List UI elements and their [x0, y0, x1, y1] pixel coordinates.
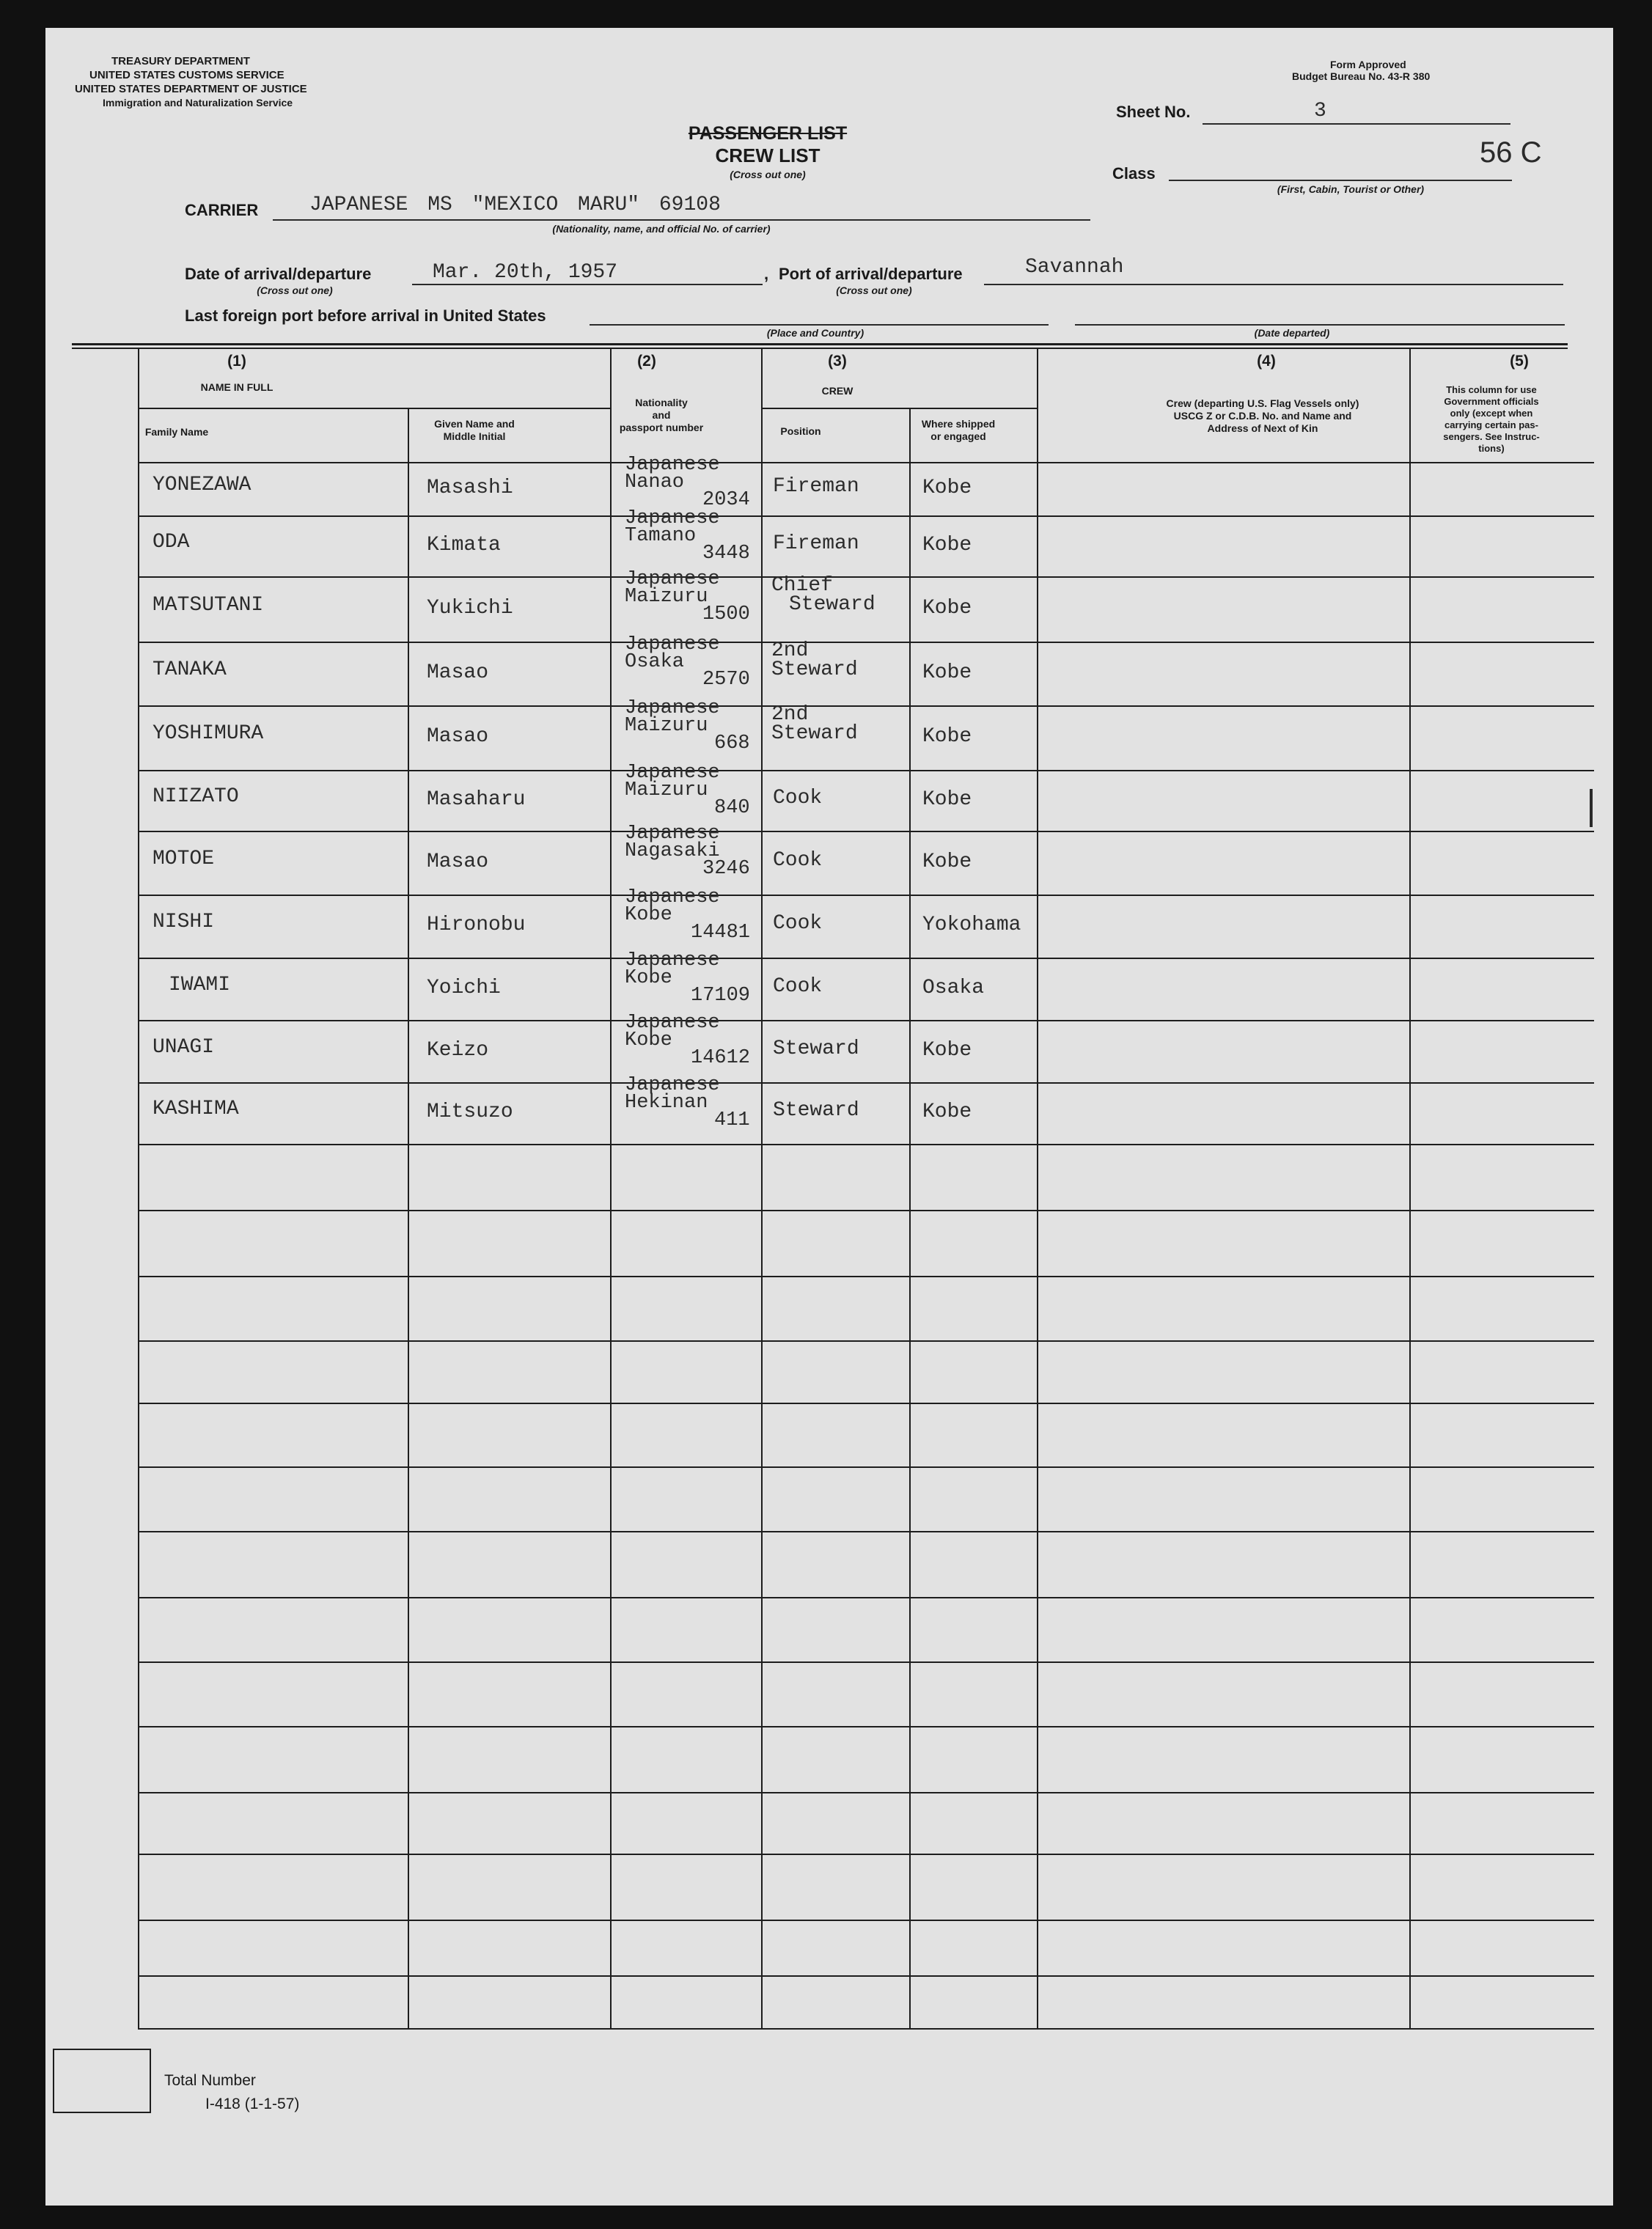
col5-line3: only (except when — [1450, 408, 1533, 419]
crew-given-name: Yukichi — [427, 597, 513, 620]
crew-passport-number: 3246 — [702, 858, 750, 880]
crew-passport-number: 840 — [714, 797, 750, 819]
crew-passport-number: 3448 — [702, 543, 750, 565]
col-where-line2: or engaged — [930, 430, 986, 442]
class-label: Class — [1112, 164, 1156, 183]
row-divider — [138, 2028, 1594, 2030]
crew-home-port: Kobe — [625, 1029, 672, 1051]
row-divider — [138, 1975, 1594, 1977]
col2-line2: and — [652, 409, 671, 421]
form-id: I-418 (1-1-57) — [205, 2096, 300, 2112]
col-position: Position — [780, 425, 821, 437]
crew-family-name: MATSUTANI — [153, 594, 264, 617]
crew-passport-number: 2034 — [702, 489, 750, 511]
col1-number: (1) — [227, 353, 246, 370]
col5-line6: tions) — [1478, 443, 1505, 454]
crew-home-port: Tamano — [625, 525, 697, 547]
row-divider — [138, 1597, 1594, 1598]
row-divider — [138, 1144, 1594, 1145]
crew-home-port: Maizuru — [625, 779, 708, 801]
crew-family-name: NISHI — [153, 911, 215, 933]
row-divider — [138, 1210, 1594, 1211]
crew-passport-number: 14481 — [691, 922, 751, 944]
date-value: Mar. 20th, 1957 — [433, 261, 618, 284]
crew-passport-number: 411 — [714, 1109, 750, 1131]
sheet-value: 3 — [1314, 100, 1326, 122]
row-divider — [138, 1276, 1594, 1277]
col2-line3: passport number — [619, 422, 704, 433]
crew-nationality: Japanese — [625, 762, 720, 784]
date-departed-note: (Date departed) — [1254, 327, 1330, 339]
crew-position: Chief — [771, 574, 834, 597]
port-label: Port of arrival/departure — [779, 265, 963, 283]
crew-position: Cook — [773, 849, 823, 872]
col1-title: NAME IN FULL — [200, 381, 274, 393]
row-divider — [138, 1403, 1594, 1404]
table-row — [45, 950, 1594, 1020]
date-note: (Cross out one) — [257, 284, 333, 296]
crew-position: Cook — [773, 975, 823, 998]
crew-position-line2: Steward — [771, 722, 858, 745]
crew-nationality: Japanese — [625, 507, 720, 529]
crew-nationality: Japanese — [625, 1012, 720, 1034]
date-label: Date of arrival/departure — [185, 265, 372, 283]
crew-nationality: Japanese — [625, 1074, 720, 1096]
port-note: (Cross out one) — [836, 284, 912, 296]
crew-home-port: Osaka — [625, 651, 685, 673]
row-divider — [138, 1531, 1594, 1532]
crew-where-engaged: Kobe — [922, 1101, 972, 1123]
crew-where-engaged: Osaka — [922, 977, 985, 999]
crew-family-name: YONEZAWA — [153, 474, 252, 496]
agency-line-treasury: TREASURY DEPARTMENT — [111, 55, 250, 67]
col3-title: CREW — [821, 385, 853, 397]
crew-given-name: Hironobu — [427, 914, 526, 936]
total-number-box[interactable] — [53, 2049, 151, 2113]
crew-position: 2nd — [771, 639, 809, 662]
crew-home-port: Nanao — [625, 471, 685, 493]
crew-home-port: Kobe — [625, 967, 672, 989]
col-given-name-line2: Middle Initial — [443, 430, 506, 442]
port-value: Savannah — [1025, 256, 1124, 279]
col5-line5: sengers. See Instruc- — [1443, 431, 1540, 442]
crew-family-name: MOTOE — [153, 848, 215, 870]
title-cross-note: (Cross out one) — [730, 169, 806, 180]
table-row — [45, 568, 1594, 642]
budget-bureau-text: Budget Bureau No. 43-R 380 — [1292, 70, 1431, 82]
col-where-engaged — [911, 418, 1006, 443]
crew-position: Steward — [773, 1038, 859, 1060]
crew-where-engaged: Kobe — [922, 477, 972, 499]
carrier-note: (Nationality, name, and official No. of carrier) — [552, 223, 771, 235]
crew-passport-number: 14612 — [691, 1047, 751, 1069]
row-divider — [138, 1854, 1594, 1855]
crew-home-port: Nagasaki — [625, 840, 720, 862]
crew-nationality: Japanese — [625, 454, 720, 476]
crew-home-port: Kobe — [625, 904, 672, 926]
col-given-name — [405, 418, 544, 443]
crew-given-name: Masaharu — [427, 788, 526, 811]
crew-family-name: IWAMI — [169, 974, 231, 996]
table-row — [45, 697, 1594, 770]
crew-position: Steward — [773, 1099, 859, 1122]
crew-given-name: Mitsuzo — [427, 1101, 513, 1123]
crew-passport-number: 17109 — [691, 985, 751, 1007]
passenger-list-struck: PASSENGER LIST — [688, 123, 848, 144]
col4-line3: Address of Next of Kin — [1207, 422, 1318, 434]
col5-number: (5) — [1510, 353, 1529, 370]
row-divider — [138, 1726, 1594, 1727]
crew-where-engaged: Kobe — [922, 788, 972, 811]
crew-family-name: YOSHIMURA — [153, 722, 264, 745]
crew-passport-number: 668 — [714, 732, 750, 754]
crew-nationality: Japanese — [625, 950, 720, 972]
row-divider — [138, 1340, 1594, 1342]
crew-given-name: Masao — [427, 725, 489, 748]
crew-nationality: Japanese — [625, 697, 720, 719]
form-sheet — [45, 28, 1613, 2206]
crew-where-engaged: Kobe — [922, 851, 972, 873]
table-row — [45, 507, 1594, 576]
place-country-note: (Place and Country) — [766, 327, 864, 339]
col4-line2: USCG Z or C.D.B. No. and Name and — [1173, 410, 1352, 422]
crew-where-engaged: Kobe — [922, 1039, 972, 1062]
class-annotation: 56 C — [1480, 136, 1542, 169]
crew-family-name: KASHIMA — [153, 1098, 239, 1120]
col-given-name-line1: Given Name and — [434, 418, 515, 430]
crew-nationality: Japanese — [625, 823, 720, 845]
carrier-value: JAPANESE MS "MEXICO MARU" 69108 — [309, 194, 721, 216]
crew-home-port: Maizuru — [625, 586, 708, 608]
crew-position-line2: Steward — [771, 658, 858, 681]
col4-number: (4) — [1257, 353, 1276, 370]
col-where-line1: Where shipped — [921, 418, 996, 430]
col2-number: (2) — [637, 353, 656, 370]
row-divider — [138, 1792, 1594, 1793]
col4-title — [1087, 397, 1439, 435]
sheet-label: Sheet No. — [1116, 103, 1191, 121]
crew-given-name: Masao — [427, 851, 489, 873]
row-divider — [138, 1466, 1594, 1468]
crew-passport-number: 1500 — [702, 603, 750, 625]
col5-title — [1418, 384, 1565, 455]
col2-title — [610, 397, 713, 434]
table-row — [45, 823, 1594, 895]
table-row — [45, 454, 1594, 515]
row-divider — [138, 1920, 1594, 1921]
agency-line-justice: UNITED STATES DEPARTMENT OF JUSTICE — [75, 83, 307, 95]
total-number-label: Total Number — [164, 2072, 256, 2089]
crew-family-name: ODA — [153, 531, 190, 554]
crew-given-name: Yoichi — [427, 977, 501, 999]
crew-where-engaged: Yokohama — [922, 914, 1021, 936]
crew-where-engaged: Kobe — [922, 534, 972, 557]
table-row — [45, 1012, 1594, 1082]
col-family-name: Family Name — [144, 426, 209, 438]
crew-where-engaged: Kobe — [922, 725, 972, 748]
col5-line2: Government officials — [1444, 396, 1539, 407]
crew-position: Fireman — [773, 475, 859, 498]
crew-position: 2nd — [771, 703, 809, 726]
row-divider — [138, 1661, 1594, 1663]
crew-where-engaged: Kobe — [922, 661, 972, 684]
header-crew-divider — [761, 408, 1037, 409]
crew-family-name: TANAKA — [153, 658, 227, 681]
table-row — [45, 762, 1594, 831]
class-note: (First, Cabin, Tourist or Other) — [1277, 183, 1425, 195]
crew-position-line2: Steward — [789, 593, 875, 616]
table-row — [45, 1074, 1594, 1144]
agency-line-customs: UNITED STATES CUSTOMS SERVICE — [89, 69, 284, 81]
crew-family-name: UNAGI — [153, 1036, 215, 1059]
crew-passport-number: 2570 — [702, 669, 750, 691]
crew-given-name: Kimata — [427, 534, 501, 557]
agency-line-ins: Immigration and Naturalization Service — [103, 97, 293, 109]
crew-nationality: Japanese — [625, 886, 720, 908]
crew-position: Cook — [773, 787, 823, 809]
crew-home-port: Maizuru — [625, 715, 708, 737]
col5-line1: This column for use — [1446, 384, 1537, 395]
header-name-divider — [138, 408, 610, 409]
scan-mark — [1590, 789, 1593, 827]
table-row — [45, 886, 1594, 958]
last-port-label: Last foreign port before arrival in United States — [185, 306, 546, 325]
crew-given-name: Masao — [427, 661, 489, 684]
date-comma: , — [764, 265, 769, 283]
col3-number: (3) — [828, 353, 847, 370]
crew-given-name: Masashi — [427, 477, 513, 499]
crew-position: Fireman — [773, 532, 859, 555]
crew-family-name: NIIZATO — [153, 785, 239, 808]
crew-position: Cook — [773, 912, 823, 935]
crew-given-name: Keizo — [427, 1039, 489, 1062]
crew-home-port: Hekinan — [625, 1092, 708, 1114]
col2-line1: Nationality — [635, 397, 688, 408]
col4-line1: Crew (departing U.S. Flag Vessels only) — [1166, 397, 1359, 409]
carrier-label: CARRIER — [185, 201, 259, 219]
col5-line4: carrying certain pas- — [1444, 419, 1538, 430]
crew-where-engaged: Kobe — [922, 597, 972, 620]
table-row — [45, 634, 1594, 705]
crew-list-title: CREW LIST — [715, 144, 821, 166]
crew-nationality: Japanese — [625, 568, 720, 590]
form-approved-text: Form Approved — [1330, 59, 1406, 70]
crew-nationality: Japanese — [625, 634, 720, 656]
